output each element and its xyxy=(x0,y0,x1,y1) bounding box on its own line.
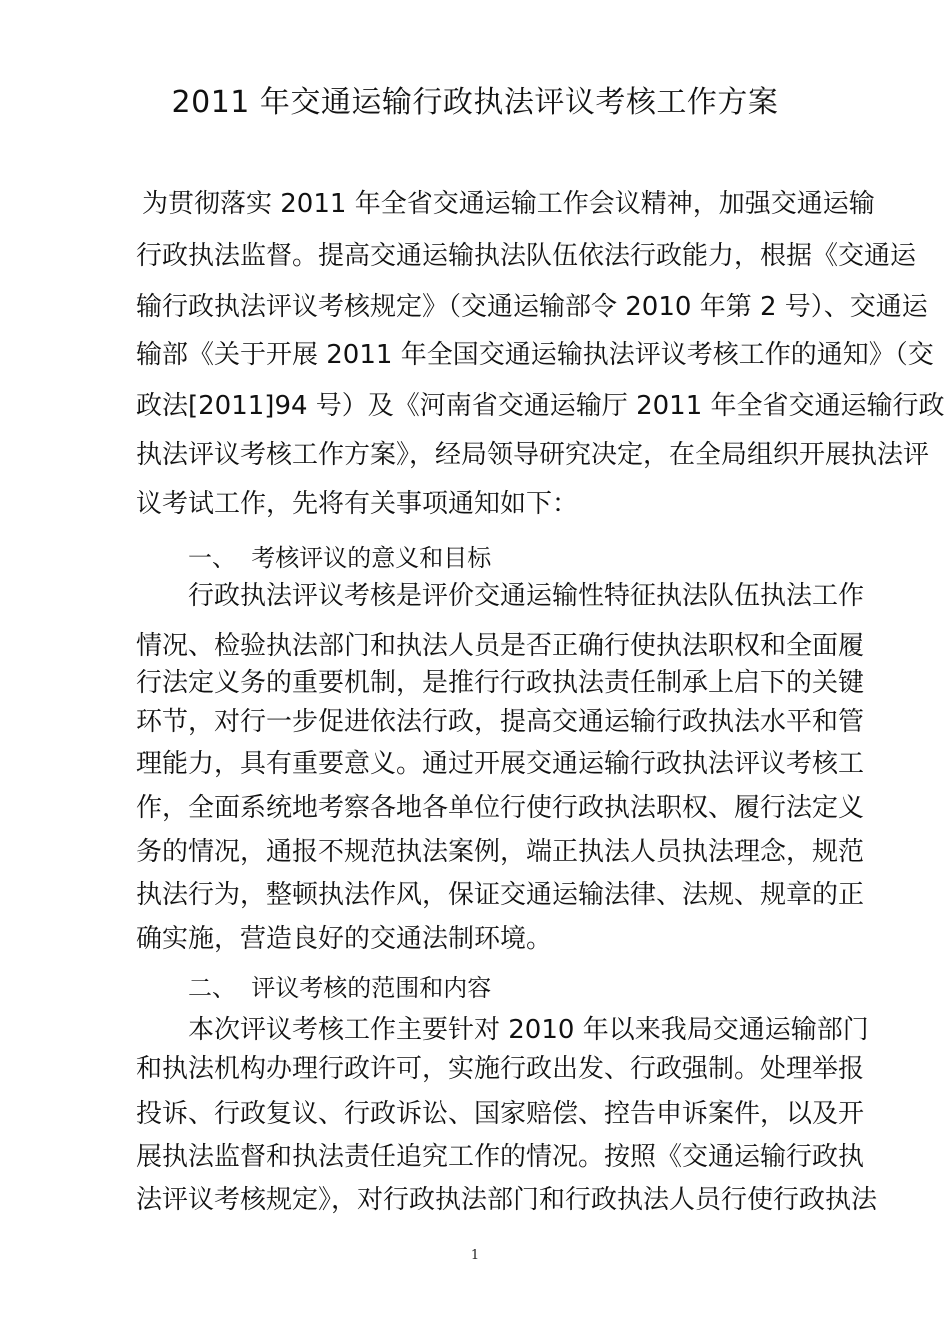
paragraph-line: 展执法监督和执法责任追究工作的情况。按照《交通运输行政执 xyxy=(136,1142,865,1172)
paragraph-line: 执法评议考核工作方案》，经局领导研究决定，在全局组织开展执法评 xyxy=(136,440,930,470)
paragraph-line: 议考试工作，先将有关事项通知如下： xyxy=(136,489,579,519)
paragraph-line: 输行政执法评议考核规定》（交通运输部令 2010 年第 2 号）、交通运 xyxy=(136,292,928,322)
paragraph-line: 执法行为，整顿执法作风，保证交通运输法律、法规、规章的正 xyxy=(136,880,865,910)
paragraph-line: 务的情况，通报不规范执法案例，端正执法人员执法理念，规范 xyxy=(136,837,865,867)
paragraph-line: 情况、检验执法部门和执法人员是否正确行使执法职权和全面履 xyxy=(136,631,865,661)
section-heading-2: 二、 评议考核的范围和内容 xyxy=(188,974,492,1002)
paragraph-line: 为贯彻落实 2011 年全省交通运输工作会议精神，加强交通运输 xyxy=(142,189,875,219)
paragraph-line: 和执法机构办理行政许可，实施行政出发、行政强制。处理举报 xyxy=(136,1054,865,1084)
page-number: 1 xyxy=(470,1248,480,1263)
document-title: 2011 年交通运输行政执法评议考核工作方案 xyxy=(171,85,779,120)
paragraph-line: 环节，对行一步促进依法行政，提高交通运输行政执法水平和管 xyxy=(136,707,865,737)
paragraph-line: 行政执法监督。提高交通运输执法队伍依法行政能力，根据《交通运 xyxy=(136,241,917,271)
paragraph-line: 确实施，营造良好的交通法制环境。 xyxy=(136,924,553,954)
paragraph-line: 作，全面系统地考察各地各单位行使行政执法职权、履行法定义 xyxy=(136,793,865,823)
paragraph-line: 理能力，具有重要意义。通过开展交通运输行政执法评议考核工 xyxy=(136,749,865,779)
paragraph-line: 政法[2011]94 号）及《河南省交通运输厅 2011 年全省交通运输行政 xyxy=(136,391,945,421)
paragraph-line: 行政执法评议考核是评价交通运输性特征执法队伍执法工作 xyxy=(188,581,865,611)
paragraph-line: 行法定义务的重要机制，是推行行政执法责任制承上启下的关键 xyxy=(136,668,865,698)
section-heading-1: 一、 考核评议的意义和目标 xyxy=(188,544,492,572)
paragraph-line: 法评议考核规定》，对行政执法部门和行政执法人员行使行政执法 xyxy=(136,1185,878,1215)
paragraph-line: 输部《关于开展 2011 年全国交通运输执法评议考核工作的通知》（交 xyxy=(136,340,934,370)
paragraph-line: 本次评议考核工作主要针对 2010 年以来我局交通运输部门 xyxy=(188,1015,869,1045)
paragraph-line: 投诉、行政复议、行政诉讼、国家赔偿、控告申诉案件，以及开 xyxy=(136,1099,865,1129)
